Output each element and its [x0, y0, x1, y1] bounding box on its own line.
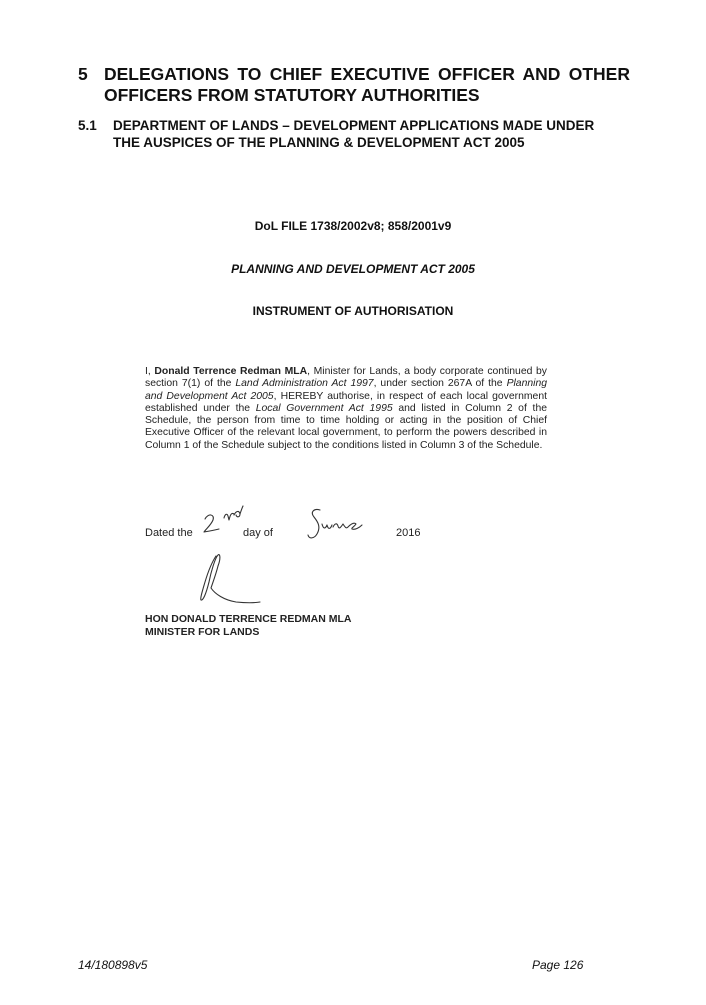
subsection-number: 5.1 [78, 118, 97, 133]
footer-page-number: Page 126 [532, 958, 584, 972]
local-government-act: Local Government Act 1995 [255, 402, 393, 414]
subsection-title [113, 117, 633, 151]
planning-development-act: Planning and Development Act 2005 [145, 378, 548, 402]
handwritten-day [202, 508, 248, 538]
authorisation-paragraph [145, 366, 547, 452]
signatory-block [145, 613, 352, 639]
subsection-title-line-1: DEPARTMENT OF LANDS – DEVELOPMENT APPLICATIONS MADE UNDER [113, 118, 595, 133]
year: 2016 [396, 527, 421, 539]
signatory-name: HON DONALD TERRENCE REDMAN MLA [145, 613, 352, 625]
act-title: PLANNING AND DEVELOPMENT ACT 2005 [231, 262, 475, 276]
subsection-title-line-2: THE AUSPICES OF THE PLANNING & DEVELOPMENT ACT 2005 [113, 135, 525, 150]
day-of-label: day of [243, 527, 273, 539]
para-text-4: , HEREBY authorise, in respect of each local government established under the [145, 390, 547, 414]
para-text-1: I, [145, 366, 155, 377]
land-administration-act: Land Administration Act 1997 [235, 378, 374, 390]
para-text-3: , under section 267A of the [373, 378, 507, 390]
para-text-5: and listed in Column 2 of the Schedule, the person from time to time holding or acting in the position of Chief Executive Officer of the relevant local government, to perform the powers described in Column 1 of the Schedule subject to the conditions listed in Column 3 of the Schedule. [145, 402, 548, 451]
file-reference: DoL FILE 1738/2002v8; 858/2001v9 [254, 219, 452, 233]
signatory-title: MINISTER FOR LANDS [145, 626, 260, 638]
section-title [104, 64, 630, 106]
minister-name: Donald Terrence Redman MLA [154, 366, 308, 377]
section-title-line-2: OFFICERS FROM STATUTORY AUTHORITIES [104, 85, 480, 105]
handwritten-month [308, 508, 368, 544]
footer-doc-reference: 14/180898v5 [78, 958, 148, 972]
section-title-line-1: DELEGATIONS TO CHIEF EXECUTIVE OFFICER AND OTHER [104, 64, 630, 84]
instrument-heading: INSTRUMENT OF AUTHORISATION [252, 304, 454, 318]
dated-label: Dated the [145, 527, 193, 539]
para-text-2: , Minister for Lands, a body corporate continued by section 7(1) of the [145, 366, 547, 390]
section-number: 5 [78, 64, 88, 84]
minister-signature [196, 552, 266, 608]
